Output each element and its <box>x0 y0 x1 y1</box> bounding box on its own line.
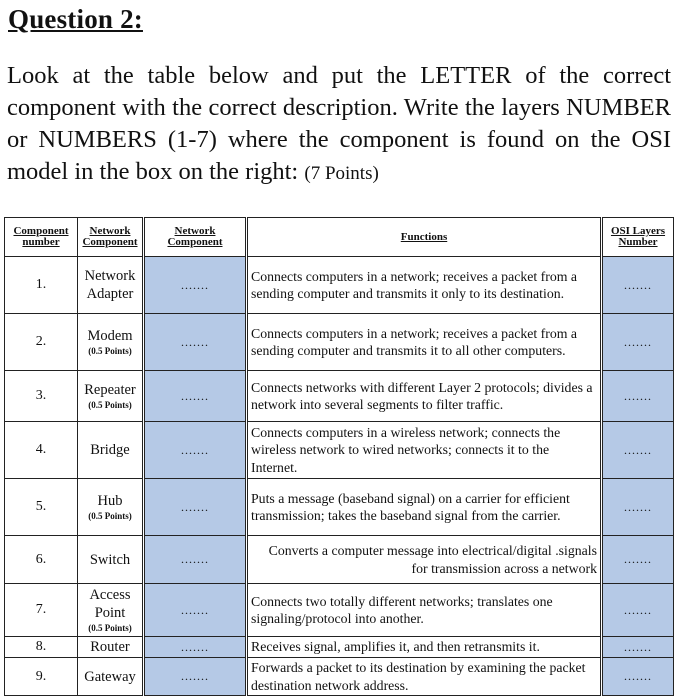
letter-answer-box[interactable]: ....... <box>144 536 247 584</box>
row-function: Converts a computer message into electrical/digital .signals for transmission across a network <box>247 536 602 584</box>
osi-components-table <box>4 217 674 696</box>
layers-answer-box[interactable]: ....... <box>602 257 674 314</box>
layers-answer-box[interactable]: ....... <box>602 584 674 637</box>
row-number: 7. <box>5 584 78 637</box>
header-functions: Functions <box>247 218 602 257</box>
instructions-text: Look at the table below and put the LETTER of the correct component with the correct description. Write the layers NUMBER or NUMBERS (1-7) where the component is found on the OSI model in the box on the right: <box>7 62 671 185</box>
component-points: (0.5 Points) <box>88 400 132 410</box>
component-points: (0.5 Points) <box>88 623 132 633</box>
layers-answer-box[interactable]: ....... <box>602 658 674 696</box>
letter-answer-box[interactable]: ....... <box>144 658 247 696</box>
layers-answer-box[interactable]: ....... <box>602 479 674 536</box>
table-row <box>5 584 674 637</box>
question-instructions <box>7 60 671 190</box>
table-row <box>5 422 674 479</box>
component-name: Hub <box>97 493 123 509</box>
row-function: Puts a message (baseband signal) on a carrier for efficient transmission; takes the baseband signal from the carrier. <box>247 479 602 536</box>
component-points: (0.5 Points) <box>88 346 132 356</box>
row-component <box>78 422 144 479</box>
row-number: 6. <box>5 536 78 584</box>
row-function: Connects networks with different Layer 2 protocols; divides a network into several segments to filter traffic. <box>247 371 602 422</box>
row-component <box>78 536 144 584</box>
component-name: Modem <box>87 328 133 344</box>
row-component <box>78 257 144 314</box>
letter-answer-box[interactable]: ....... <box>144 314 247 371</box>
row-component <box>78 479 144 536</box>
layers-answer-box[interactable]: ....... <box>602 422 674 479</box>
row-function: Connects two totally different networks; translates one signaling/protocol into another. <box>247 584 602 637</box>
component-name: Bridge <box>90 442 130 458</box>
table-row <box>5 257 674 314</box>
letter-answer-box[interactable]: ....... <box>144 371 247 422</box>
component-name: Gateway <box>84 668 136 685</box>
question-heading: Question 2: <box>8 4 143 34</box>
row-component <box>78 658 144 696</box>
component-name: Network Adapter <box>84 268 136 302</box>
table-row <box>5 637 674 658</box>
table-row <box>5 371 674 422</box>
component-name: Access Point <box>89 587 131 621</box>
row-function: Receives signal, amplifies it, and then retransmits it. <box>247 637 602 658</box>
letter-answer-box[interactable]: ....... <box>144 584 247 637</box>
header-network-component-letter: Network Component <box>144 218 247 257</box>
table-row <box>5 314 674 371</box>
row-number: 9. <box>5 658 78 696</box>
layers-answer-box[interactable]: ....... <box>602 314 674 371</box>
component-name: Switch <box>89 551 131 568</box>
question-points: (7 Points) <box>304 163 379 184</box>
letter-answer-box[interactable]: ....... <box>144 422 247 479</box>
layers-answer-box[interactable]: ....... <box>602 371 674 422</box>
component-points: (0.5 Points) <box>88 511 132 521</box>
table-row <box>5 536 674 584</box>
row-number: 5. <box>5 479 78 536</box>
letter-answer-box[interactable]: ....... <box>144 479 247 536</box>
row-component <box>78 584 144 637</box>
row-function: Connects computers in a network; receives a packet from a sending computer and transmits it only to its destination. <box>247 257 602 314</box>
row-number: 8. <box>5 637 78 658</box>
row-function: Connects computers in a network; receives a packet from a sending computer and transmits it to all other computers. <box>247 314 602 371</box>
row-number: 3. <box>5 371 78 422</box>
row-component <box>78 314 144 371</box>
row-function: Forwards a packet to its destination by examining the packet destination network address. <box>247 658 602 696</box>
table-row <box>5 479 674 536</box>
table-header-row <box>5 218 674 257</box>
row-number: 2. <box>5 314 78 371</box>
row-component <box>78 637 144 658</box>
row-component <box>78 371 144 422</box>
row-number: 4. <box>5 422 78 479</box>
row-number: 1. <box>5 257 78 314</box>
table-row <box>5 658 674 696</box>
letter-answer-box[interactable]: ....... <box>144 257 247 314</box>
component-name: Repeater <box>84 382 136 398</box>
header-network-component: Network Component <box>78 218 144 257</box>
header-osi-layers: OSI Layers Number <box>602 218 674 257</box>
row-function: Connects computers in a wireless network; connects the wireless network to wired networks; connects it to the Internet. <box>247 422 602 479</box>
header-component-number: Component number <box>5 218 78 257</box>
layers-answer-box[interactable]: ....... <box>602 637 674 658</box>
layers-answer-box[interactable]: ....... <box>602 536 674 584</box>
component-name: Router <box>90 639 130 655</box>
letter-answer-box[interactable]: ....... <box>144 637 247 658</box>
